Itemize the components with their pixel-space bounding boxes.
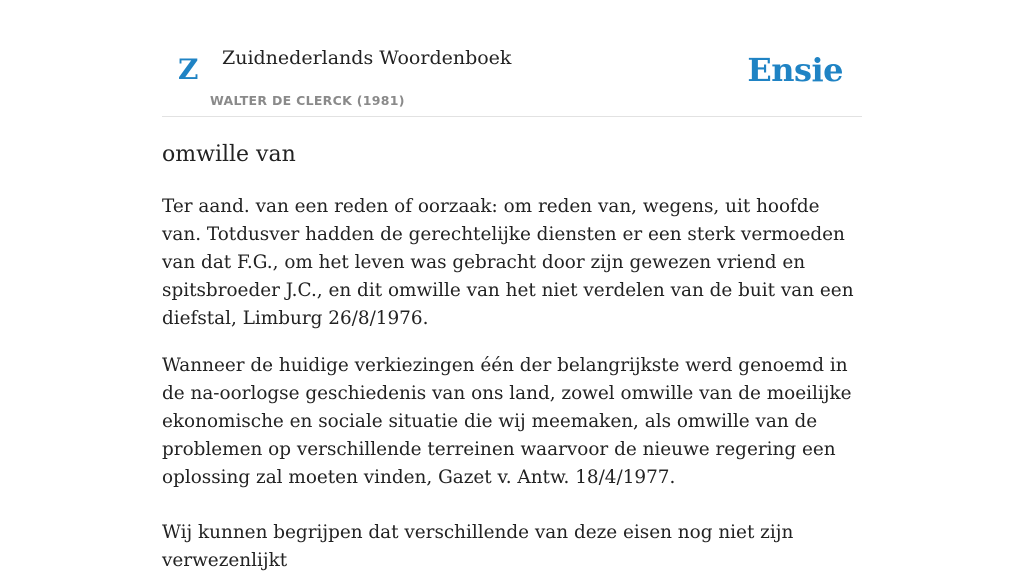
entry-paragraph-2: Wanneer de huidige verkiezingen één der belangrijkste werd genoemd in de na-oorlogse geschiedenis van ons land, zowel omwille van de moeilijke ekonomische en sociale situatie die wij meemaken, als omwille van de problemen op verschillende terreinen waarvoor de nieuwe regering een oplossing zal moeten vinden, Gazet v. Antw. 18/4/1977. — [162, 355, 852, 488]
dictionary-author: WALTER DE CLERCK (1981) — [210, 93, 405, 108]
entry-title: omwille van — [162, 142, 296, 167]
dictionary-title[interactable]: Zuidnederlands Woordenboek — [222, 47, 512, 69]
header — [162, 0, 862, 117]
brand-logo[interactable]: Ensie — [747, 51, 843, 89]
entry-content — [162, 116, 862, 575]
entry-paragraph-1: Ter aand. van een reden of oorzaak: om reden van, wegens, uit hoofde van. Totdusver hadden de gerechtelijke diensten er een sterk vermoeden van dat F.G., om het leven was gebracht door zijn gewezen vriend en spitsbroeder J.C., en dit omwille van het niet verdelen van de buit van een diefstal, Limburg 26/8/1976. — [162, 196, 854, 329]
entry-paragraph-3: Wij kunnen begrijpen dat verschillende van deze eisen nog niet zijn verwezenlijkt — [162, 522, 794, 571]
dictionary-logo[interactable]: Z — [178, 53, 199, 86]
